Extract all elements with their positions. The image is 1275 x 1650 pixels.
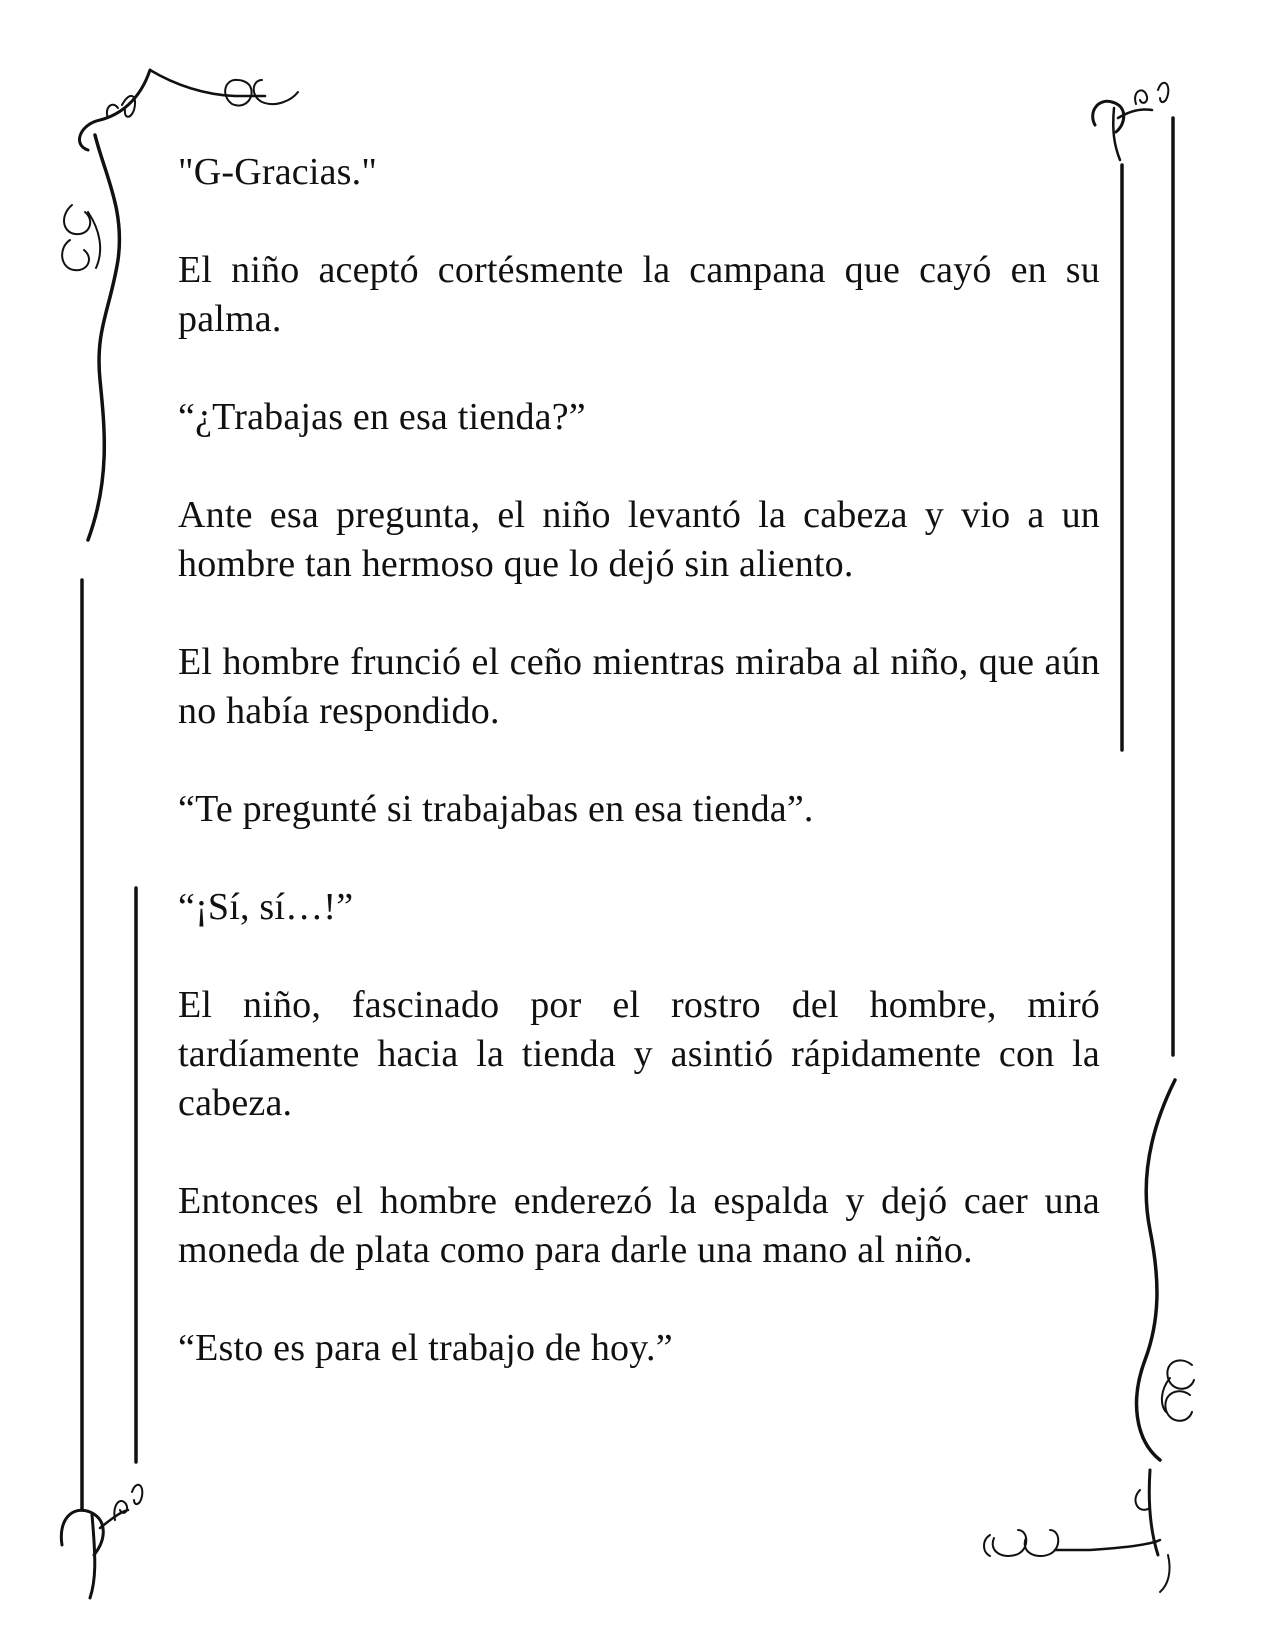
paragraph: El hombre frunció el ceño mientras miraba al niño, que aún no había respondido.	[178, 641, 1100, 732]
paragraph: “Esto es para el trabajo de hoy.”	[178, 1327, 673, 1369]
paragraph: "G-Gracias."	[178, 151, 378, 193]
paragraph: El niño, fascinado por el rostro del hombre, miró tardíamente hacia la tienda y asintió rápidamente con la cabeza.	[178, 984, 1100, 1124]
bottom-left-flourish-icon	[61, 1485, 142, 1598]
top-right-flourish-icon	[1093, 83, 1169, 160]
paragraph: El niño aceptó cortésmente la campana que cayó en su palma.	[178, 249, 1100, 340]
paragraph: “¡Sí, sí…!”	[178, 886, 354, 928]
paragraph: Entonces el hombre enderezó la espalda y dejó caer una moneda de plata como para darle una mano al niño.	[178, 1180, 1100, 1271]
paragraph: “¿Trabajas en esa tienda?”	[178, 396, 586, 438]
paragraph: Ante esa pregunta, el niño levantó la cabeza y vio a un hombre tan hermoso que lo dejó sin aliento.	[178, 494, 1100, 585]
paragraph: “Te pregunté si trabajabas en esa tienda”.	[178, 788, 814, 830]
story-text	[178, 148, 1100, 1373]
